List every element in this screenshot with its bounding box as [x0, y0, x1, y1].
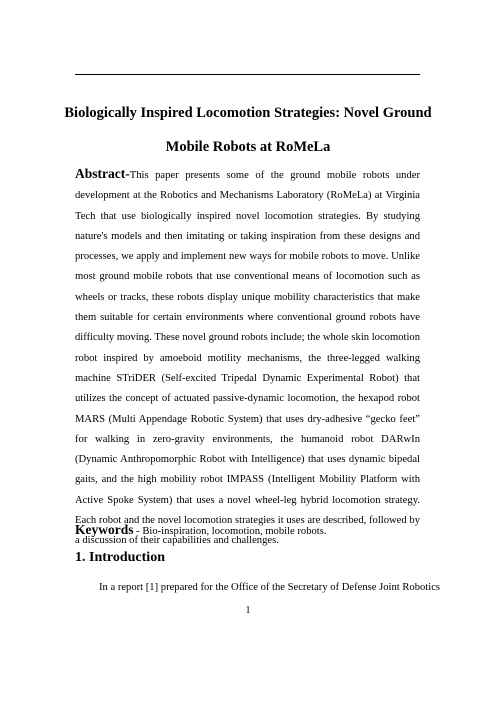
keywords-label: Keywords [75, 522, 134, 537]
keywords-body: - Bio-inspiration, locomotion, mobile robots. [133, 526, 327, 537]
top-rule [75, 74, 420, 75]
paper-title: Biologically Inspired Locomotion Strategies: Novel Ground Mobile Robots at RoMeLa [64, 105, 432, 155]
abstract-paragraph [75, 164, 420, 552]
abstract-body: This paper presents some of the ground mobile robots under development at the Robotics and Mechanisms Laboratory (RoMeLa) at Virginia Tech that use biologically inspired novel locomotion strategies. By studying nature's models and then imitating or taking inspiration from these designs and processes, we apply and implement new ways for mobile robots to move. Unlike most ground mobile robots that use conventional means of locomotion such as wheels or tracks, these robots display unique mobility characteristics that make them suitable for certain environments where conventional ground robots have difficulty moving. These novel ground robots include; the whole skin locomotion robot inspired by amoeboid motility mechanisms, the three-legged walking machine STriDER (Self-excited Tripedal Dynamic Experimental Robot) that utilizes the concept of actuated passive-dynamic locomotion, the hexapod robot MARS (Multi Appendage Robotic System) that uses dry-adhesive “gecko feet” for walking in zero-gravity environments, the humanoid robot DARwIn (Dynamic Anthropomorphic Robot with Intelligence) that uses dynamic bipedal gaits, and the high mobility robot IMPASS (Intelligent Mobility Platform with Active Spoke System) that uses a novel wheel-leg hybrid locomotion strategy. Each robot and the novel locomotion strategies it uses are described, followed by a discussion of their capabilities and challenges. [75, 170, 420, 547]
section-heading-introduction: 1. Introduction [75, 550, 165, 565]
page-number: 1 [245, 605, 251, 616]
abstract-label: Abstract- [75, 166, 130, 181]
introduction-paragraph: In a report [1] prepared for the Office of the Secretary of Defense Joint Robotics [99, 582, 441, 593]
keywords-line [75, 520, 420, 542]
